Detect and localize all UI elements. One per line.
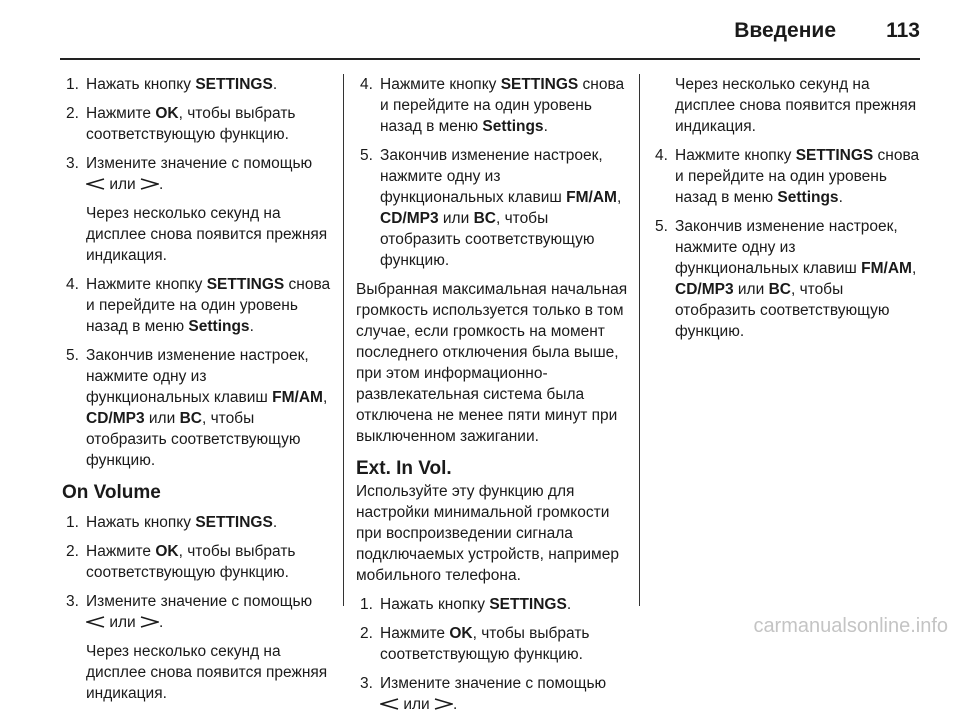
column-divider [343, 74, 344, 606]
step-item: 4. Нажмите кнопку SETTINGS снова и перейдите на один уровень назад в меню Settings. [66, 276, 331, 335]
steps-list [62, 512, 334, 704]
triangle-left-icon [86, 616, 105, 628]
step-item: 2. Нажмите OK, чтобы выбрать соответствующую функцию. [66, 105, 296, 143]
step-item: 5. Закончив изменение настроек, нажмите одну из функциональных клавиш FM/AM, CD/MP3 или BC, чтобы отобразить соответствующую функцию. [360, 147, 622, 269]
header-rule [60, 58, 920, 60]
step-item: 4. Нажмите кнопку SETTINGS снова и перейдите на один уровень назад в меню Settings. [655, 147, 920, 206]
steps-list [62, 74, 334, 471]
section-heading: On Volume [62, 482, 161, 503]
triangle-left-icon [380, 698, 399, 710]
page-title: Введение [734, 19, 836, 42]
column-divider [639, 74, 640, 606]
triangle-right-icon [434, 698, 453, 710]
triangle-right-icon [140, 616, 159, 628]
steps-list [356, 74, 628, 271]
step-note: Через несколько секунд на дисплее снова появится прежняя индикация. [86, 205, 328, 264]
section-heading: Ext. In Vol. [356, 458, 452, 479]
body-paragraph: Используйте эту функцию для настройки минимальной громкости при воспроизведении сигнала подключаемых устройств, например мобильного телефона. [356, 483, 619, 584]
step-item: 5. Закончив изменение настроек, нажмите одну из функциональных клавиш FM/AM, CD/MP3 или BC, чтобы отобразить соответствующую функцию. [66, 347, 328, 469]
column-2 [356, 74, 628, 723]
column-1 [62, 74, 334, 712]
triangle-left-icon [86, 178, 105, 190]
page-number: 113 [886, 19, 920, 42]
step-note: Через несколько секунд на дисплее снова появится прежняя индикация. [86, 643, 328, 702]
step-item: 3. Измените значение с помощью или . Через несколько секунд на дисплее снова появится прежняя индикация. [62, 591, 334, 704]
step-item: 2. Нажмите OK, чтобы выбрать соответствующую функцию. [360, 625, 590, 663]
step-item: 4. Нажмите кнопку SETTINGS снова и перейдите на один уровень назад в меню Settings. [360, 76, 625, 135]
step-item: 5. Закончив изменение настроек, нажмите одну из функциональных клавиш FM/AM, CD/MP3 или BC, чтобы отобразить соответствующую функцию. [655, 218, 917, 340]
steps-list [651, 145, 923, 342]
triangle-right-icon [140, 178, 159, 190]
step-item: 3. Измените значение с помощью или . Через несколько секунд на дисплее снова появится прежняя индикация. [62, 153, 334, 266]
step-note: Через несколько секунд на дисплее снова появится прежняя индикация. [675, 76, 917, 135]
step-item: 1. Нажать кнопку SETTINGS. [66, 76, 278, 93]
watermark: carmanualsonline.info [753, 615, 948, 637]
step-item: 1. Нажать кнопку SETTINGS. [66, 514, 278, 531]
step-item: 1. Нажать кнопку SETTINGS. [360, 596, 572, 613]
column-3 [651, 74, 923, 350]
step-item: 2. Нажмите OK, чтобы выбрать соответствующую функцию. [66, 543, 296, 581]
steps-list [356, 594, 628, 715]
step-item: 3. Измените значение с помощью или . [360, 675, 607, 713]
body-paragraph: Выбранная максимальная начальная громкость используется только в том случае, если громкость на момент последнего отключения была выше, при этом информационно-развлекательная система была отключена не менее пяти минут при выключенном зажигании. [356, 281, 628, 445]
